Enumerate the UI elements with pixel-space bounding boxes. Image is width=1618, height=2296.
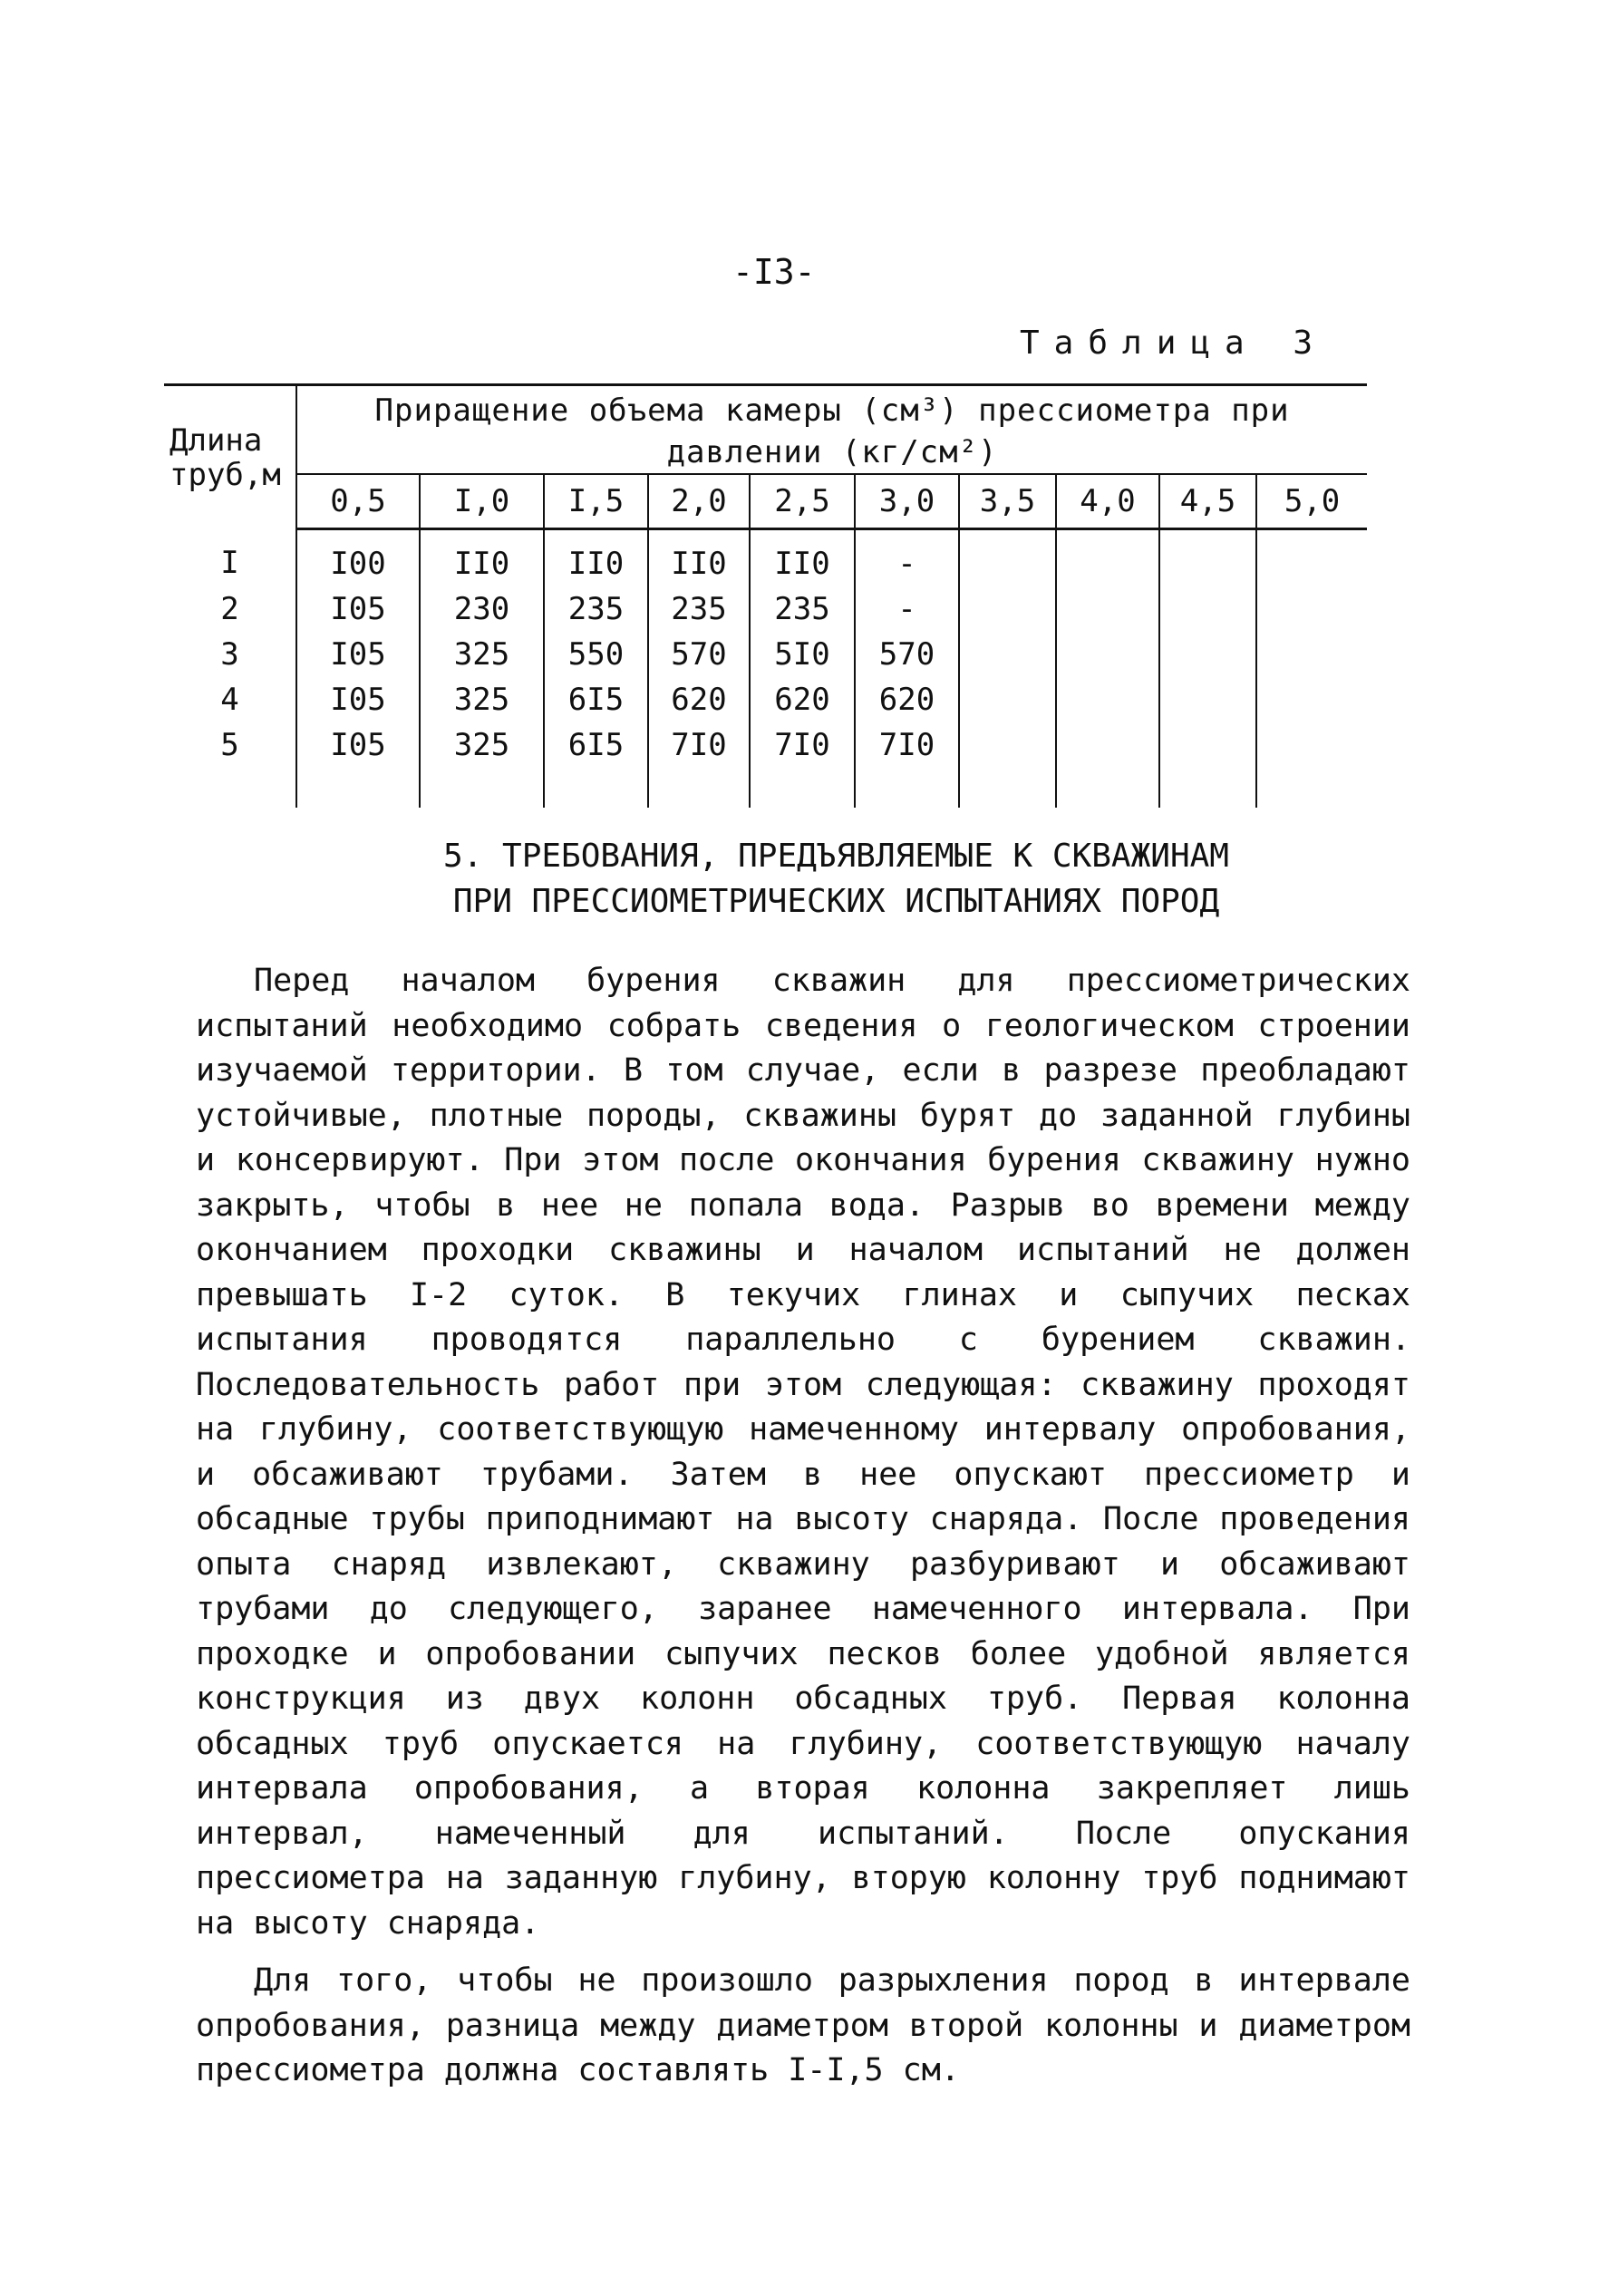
spacer-cell (164, 768, 296, 808)
table-label: Таблица 3 (1020, 325, 1328, 362)
pressure-header-cell: 4,5 (1159, 474, 1256, 529)
value-cell: II0 (750, 529, 855, 587)
value-cell (1159, 529, 1256, 587)
value-cell (1256, 632, 1367, 677)
value-cell: I05 (296, 586, 420, 632)
value-cell: II0 (544, 529, 648, 587)
spacer-cell (1056, 768, 1159, 808)
value-cell: 6I5 (544, 722, 648, 768)
value-cell (1256, 722, 1367, 768)
pressure-header-cell: 0,5 (296, 474, 420, 529)
value-cell (1256, 677, 1367, 722)
pressure-header-cell: 3,0 (855, 474, 959, 529)
paragraph: Для того, чтобы не произошло разрыхления пород в интервале опробования, разница между диаметром второй колонны и диаметром прессиометра должна составлять I-I,5 см. (196, 1962, 1410, 2088)
value-cell: 620 (750, 677, 855, 722)
value-cell (1056, 586, 1159, 632)
table-row (164, 677, 1367, 722)
length-cell: 3 (220, 636, 239, 673)
value-cell (1056, 529, 1159, 587)
table-row (164, 586, 1367, 632)
value-cell (959, 632, 1056, 677)
pressure-header-cell: I,5 (544, 474, 648, 529)
value-cell: 325 (420, 677, 544, 722)
value-cell (959, 722, 1056, 768)
value-cell: 230 (420, 586, 544, 632)
value-cell: 7I0 (855, 722, 959, 768)
spacer-cell (1256, 768, 1367, 808)
value-cell: 570 (855, 632, 959, 677)
value-cell: 570 (648, 632, 750, 677)
value-cell: 550 (544, 632, 648, 677)
spacer-cell (544, 768, 648, 808)
value-cell (1056, 722, 1159, 768)
pressure-header-cell: 2,0 (648, 474, 750, 529)
value-cell (959, 677, 1056, 722)
section-title-line: ПРИ ПРЕССИОМЕТРИЧЕСКИХ ИСПЫТАНИЯХ ПОРОД (452, 883, 1220, 920)
spacer-cell (959, 768, 1056, 808)
pressure-header-cell: 2,5 (750, 474, 855, 529)
pressure-header-cell: I,0 (420, 474, 544, 529)
length-cell: 4 (220, 682, 239, 718)
pressure-header-row (164, 474, 1367, 529)
value-cell: I05 (296, 677, 420, 722)
pressure-header-cell: 3,5 (959, 474, 1056, 529)
value-cell: - (855, 586, 959, 632)
value-cell (1159, 586, 1256, 632)
value-cell: 6I5 (544, 677, 648, 722)
value-cell (1256, 529, 1367, 587)
value-cell: 235 (648, 586, 750, 632)
group-header: Приращение объема камеры (см³) прессиометра при давлении (кг/см²) (296, 385, 1367, 475)
length-cell: I (220, 545, 239, 582)
row-header-line: Длина (170, 421, 263, 459)
value-cell: 325 (420, 632, 544, 677)
length-cell: 5 (220, 727, 239, 763)
spacer-cell (750, 768, 855, 808)
value-cell: 235 (750, 586, 855, 632)
value-cell: I05 (296, 722, 420, 768)
table-body (164, 529, 1367, 809)
spacer-cell (648, 768, 750, 808)
value-cell: I05 (296, 632, 420, 677)
value-cell: 620 (648, 677, 750, 722)
value-cell (1159, 632, 1256, 677)
value-cell (1256, 586, 1367, 632)
value-cell: 7I0 (648, 722, 750, 768)
value-cell (1159, 677, 1256, 722)
spacer-cell (855, 768, 959, 808)
value-cell: 7I0 (750, 722, 855, 768)
value-cell (1159, 722, 1256, 768)
value-cell (1056, 632, 1159, 677)
data-table (164, 383, 1367, 808)
value-cell (959, 529, 1056, 587)
paragraph: Перед началом бурения скважин для прессиометрических испытаний необходимо собрать сведения о геологическом строении изучаемой территории. В том случае, если в разрезе преобладают устойчивые, плотные породы, скважины бурят до заданной глубины и консервируют. При этом после окончания бурения скважину нужно закрыть, чтобы в нее не попала вода. Разрыв во времени между окончанием проходки скважины и началом испытаний не должен превышать I-2 суток. В текучих глинах и сыпучих песках испытания проводятся параллельно с бурением скважин. Последовательность работ при этом следующая: скважину проходят на глубину, соответствующую намеченному интервалу опробования, и обсаживают трубами. Затем в нее опускают прессиометр и обсадные трубы приподнимают на высоту снаряда. После проведения опыта снаряд извлекают, скважину разбуривают и обсаживают трубами до следующего, заранее намеченного интервала. При проходке и опробовании сыпучих песков более удобной является конструкция из двух колонн обсадных труб. Первая колонна обсадных труб опускается на глубину, соответствующую началу интервала опробования, а вторая колонна закрепляет лишь интервал, намеченный для испытаний. После опускания прессиометра на заданную глубину, вторую колонну труб поднимают на высоту снаряда. (196, 963, 1410, 1942)
row-header-line: труб,м (170, 456, 281, 493)
value-cell: 325 (420, 722, 544, 768)
row-header (164, 385, 296, 529)
table-row (164, 632, 1367, 677)
pressure-header-cell: 5,0 (1256, 474, 1367, 529)
section-heading (0, 834, 1618, 925)
value-cell: I00 (296, 529, 420, 587)
value-cell: 235 (544, 586, 648, 632)
spacer-cell (1159, 768, 1256, 808)
value-cell: - (855, 529, 959, 587)
value-cell: 620 (855, 677, 959, 722)
table-row (164, 529, 1367, 587)
section-title-line: 5. ТРЕБОВАНИЯ, ПРЕДЪЯВЛЯЕМЫЕ К СКВАЖИНАМ (443, 838, 1229, 875)
pressure-header-cell: 4,0 (1056, 474, 1159, 529)
value-cell (959, 586, 1056, 632)
spacer-cell (420, 768, 544, 808)
value-cell: 5I0 (750, 632, 855, 677)
body-text (196, 959, 1410, 2107)
value-cell: II0 (648, 529, 750, 587)
value-cell (1056, 677, 1159, 722)
value-cell: II0 (420, 529, 544, 587)
length-cell: 2 (220, 591, 239, 627)
spacer-cell (296, 768, 420, 808)
table-row (164, 722, 1367, 768)
table-spacer-row (164, 768, 1367, 808)
page-number: -I3- (732, 252, 816, 292)
